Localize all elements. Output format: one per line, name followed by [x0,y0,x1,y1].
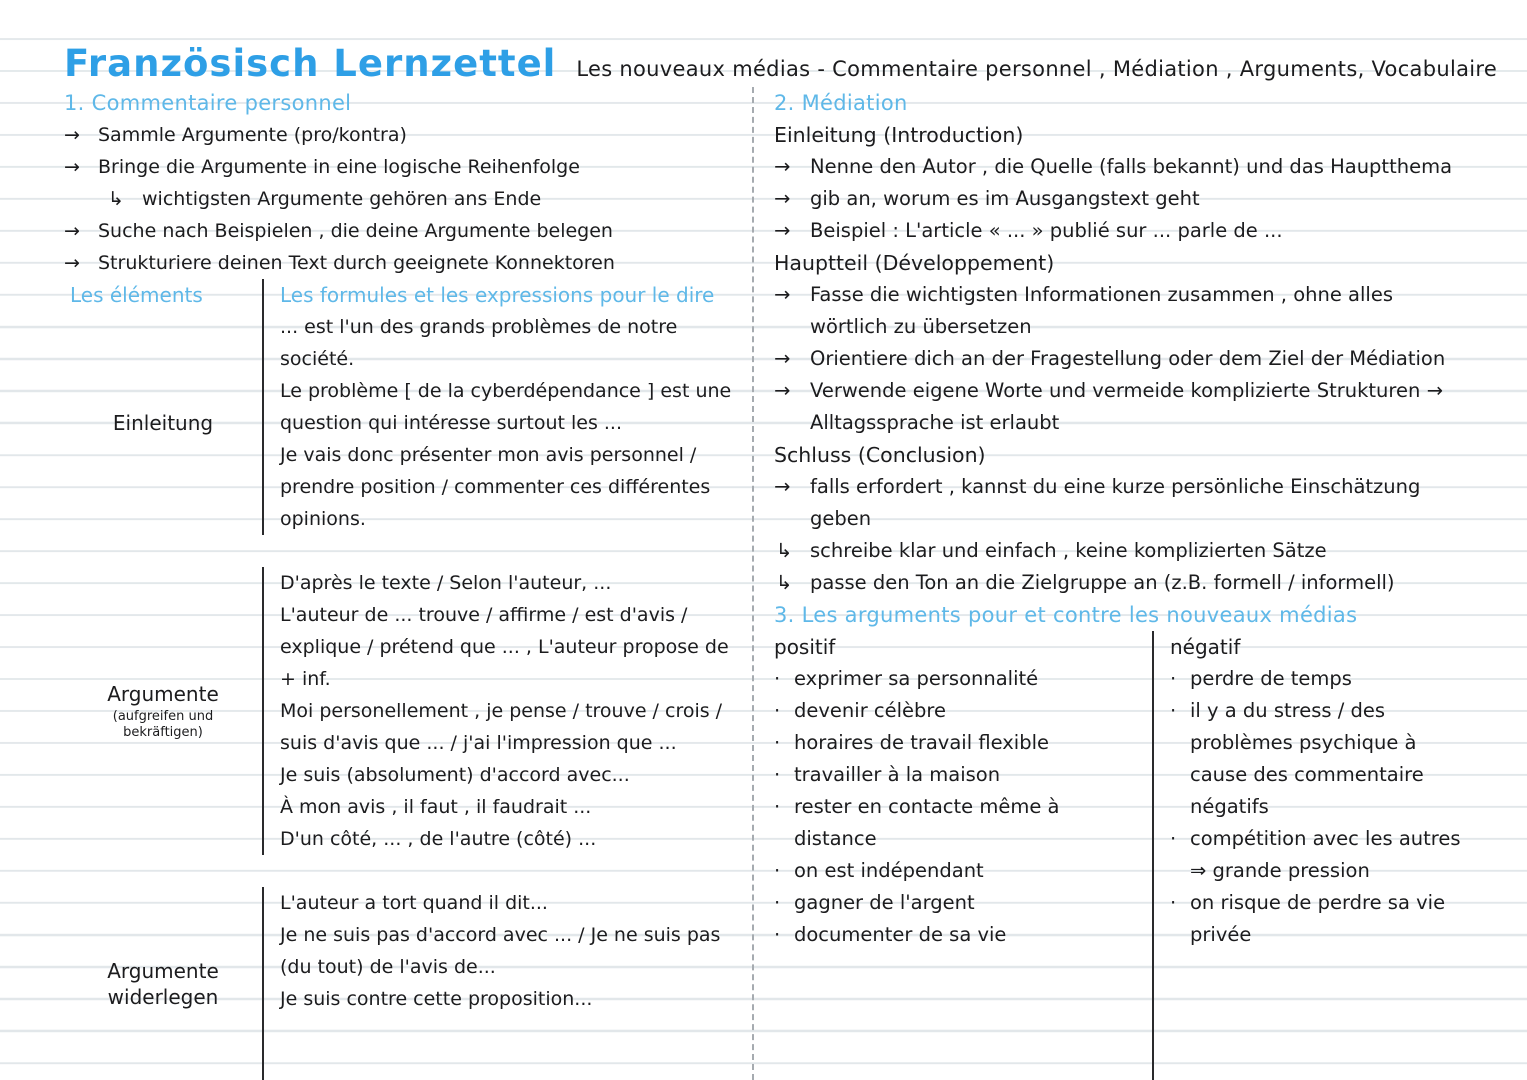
mediation-block-schluss [774,439,1471,599]
pro-item [774,727,1144,759]
arrow-icon: → [774,379,791,402]
guideline-text: Sammle Argumente (pro/kontra) [98,124,407,146]
mediation-text: schreibe klar und einfach , keine komplizierten Sätze [810,539,1327,562]
block-title: Hauptteil (Développement) [774,251,1055,275]
row-content-cell [264,887,746,1080]
pro-item [774,855,1144,887]
hook-arrow-icon: ↳ [776,539,793,562]
guideline-text: Bringe die Argumente in eine logische Reihenfolge [98,156,580,178]
formula-paragraph: ... est l'un des grands problèmes de notre société. [280,316,678,370]
formula-paragraph: L'auteur de ... trouve / affirme / est d'avis / explique / prétend que ... , L'auteur propose de + inf. [280,604,729,690]
arrow-icon: → [64,252,80,274]
bullet-dot-icon: · [774,923,781,946]
table-row [64,887,746,1080]
section3-heading: 3. Les arguments pour et contre les nouveaux médias [774,603,1358,627]
table-header-row [64,279,746,311]
mediation-text: Verwende eigene Worte und vermeide komplizierte Strukturen → Alltagssprache ist erlaubt [810,379,1443,434]
pro-text: devenir célèbre [794,699,947,722]
pro-item [774,695,1144,727]
negatif-header: négatif [1170,635,1241,659]
arrow-icon: → [64,124,80,146]
guideline-text: wichtigsten Argumente gehören ans Ende [142,188,542,210]
bullet-dot-icon: · [774,699,781,722]
formula-paragraph: Je suis contre cette proposition... [280,988,593,1010]
pro-item [774,919,1144,951]
bullet-dot-icon: · [774,795,781,818]
pro-text: rester en contacte même à distance [794,795,1060,850]
mediation-item [774,471,1471,535]
pro-text: exprimer sa personnalité [794,667,1039,690]
pro-contra-table [774,631,1471,1080]
pro-item [774,887,1144,919]
block-title: Einleitung (Introduction) [774,123,1024,147]
pro-text: on est indépendant [794,859,984,882]
row-label-cell [64,887,264,1080]
mediation-item [774,567,1471,599]
bullet-dot-icon: · [1170,891,1177,914]
column-header-elements: Les éléments [64,279,264,311]
formula-paragraph: D'après le texte / Selon l'auteur, ... [280,572,612,594]
hook-arrow-icon: ↳ [108,188,124,210]
left-column [64,87,754,1080]
mediation-item [774,343,1471,375]
con-text: on risque de perdre sa vie privée [1190,891,1446,946]
pro-item [774,759,1144,791]
arrow-icon: → [774,475,791,498]
formulas-table [64,279,746,1080]
row-label-cell [64,567,264,855]
column-header-formules: Les formules et les expressions pour le dire [280,283,715,307]
hook-arrow-icon: ↳ [776,571,793,594]
formula-paragraph: Je suis (absolument) d'accord avec... [280,764,630,786]
mediation-item [774,215,1471,247]
con-item [1170,695,1471,823]
block-title: Schluss (Conclusion) [774,443,986,467]
row-content-cell [264,311,746,535]
guideline-text: Strukturiere deinen Text durch geeignete Konnektoren [98,252,615,274]
arrow-icon: → [774,347,791,370]
con-text: compétition avec les autres ⇒ grande pression [1190,827,1461,882]
arrow-icon: → [64,220,80,242]
formula-paragraph: Moi personellement , je pense / trouve / crois / suis d'avis que ... / j'ai l'impression que ... [280,700,723,754]
formula-paragraph: Je ne suis pas d'accord avec ... / Je ne suis pas (du tout) de l'avis de... [280,924,721,978]
formula-paragraph: D'un côté, ... , de l'autre (côté) ... [280,828,597,850]
mediation-item [774,151,1471,183]
row-label: Argumente [107,682,219,706]
section1-heading: 1. Commentaire personnel [64,91,352,115]
positif-header: positif [774,635,836,659]
mediation-item [774,375,1471,439]
section1-guidelines [64,119,746,279]
mediation-item [774,535,1471,567]
mediation-item [774,183,1471,215]
page-header [64,42,1498,85]
bullet-dot-icon: · [1170,827,1177,850]
mediation-text: Fasse die wichtigsten Informationen zusammen , ohne alles wörtlich zu übersetzen [810,283,1393,338]
mediation-text: Beispiel : L'article « ... » publié sur ... parle de ... [810,219,1283,242]
table-row [64,567,746,887]
con-text: perdre de temps [1190,667,1352,690]
formula-paragraph: Le problème [ de la cyberdépendance ] est une question qui intéresse surtout les ... [280,380,732,434]
formula-paragraph: À mon avis , il faut , il faudrait ... [280,796,592,818]
mediation-item [774,279,1471,343]
arrow-icon: → [774,283,791,306]
guideline-item [64,119,746,151]
guideline-item [64,215,746,247]
mediation-text: gib an, worum es im Ausgangstext geht [810,187,1200,210]
formula-paragraph: L'auteur a tort quand il dit... [280,892,548,914]
row-sublabel: (aufgreifen und bekräftigen) [112,709,214,740]
guideline-item [64,151,746,183]
pro-text: gagner de l'argent [794,891,975,914]
positif-column [774,631,1152,1080]
page-title: Französisch Lernzettel [64,42,557,85]
con-item [1170,823,1471,887]
content-columns [64,87,1471,1080]
bullet-dot-icon: · [774,667,781,690]
con-text: il y a du stress / des problèmes psychique à cause des commentaire négatifs [1190,699,1424,818]
pro-text: documenter de sa vie [794,923,1007,946]
con-item [1170,887,1471,951]
mediation-text: Nenne den Autor , die Quelle (falls bekannt) und das Hauptthema [810,155,1453,178]
arrow-icon: → [774,219,791,242]
arrow-icon: → [64,156,80,178]
row-content-cell [264,567,746,855]
row-label: Argumente widerlegen [107,958,219,1009]
section2-heading: 2. Médiation [774,91,908,115]
mediation-block-hauptteil [774,247,1471,439]
row-label: Einleitung [112,411,214,435]
mediation-block-einleitung [774,119,1471,247]
table-row [64,311,746,567]
bullet-dot-icon: · [774,859,781,882]
arrow-icon: → [774,187,791,210]
bullet-dot-icon: · [1170,667,1177,690]
pro-item [774,663,1144,695]
guideline-item [64,183,746,215]
page-subtitle: Les nouveaux médias - Commentaire personnel , Médiation , Arguments, Vocabulaire [576,57,1498,81]
guideline-item [64,247,746,279]
formula-paragraph: Je vais donc présenter mon avis personnel / prendre position / commenter ces différentes opinions. [280,444,711,530]
bullet-dot-icon: · [774,891,781,914]
right-column [754,87,1471,1080]
row-label-cell [64,311,264,535]
pro-text: travailler à la maison [794,763,1001,786]
mediation-text: falls erfordert , kannst du eine kurze persönliche Einschätzung geben [810,475,1421,530]
arrow-icon: → [774,155,791,178]
mediation-text: Orientiere dich an der Fragestellung oder dem Ziel der Médiation [810,347,1446,370]
bullet-dot-icon: · [1170,699,1177,722]
negatif-column [1152,631,1471,1080]
pro-item [774,791,1144,855]
con-item [1170,663,1471,695]
pro-text: horaires de travail flexible [794,731,1050,754]
mediation-text: passe den Ton an die Zielgruppe an (z.B. formell / informell) [810,571,1395,594]
bullet-dot-icon: · [774,763,781,786]
guideline-text: Suche nach Beispielen , die deine Argumente belegen [98,220,613,242]
bullet-dot-icon: · [774,731,781,754]
